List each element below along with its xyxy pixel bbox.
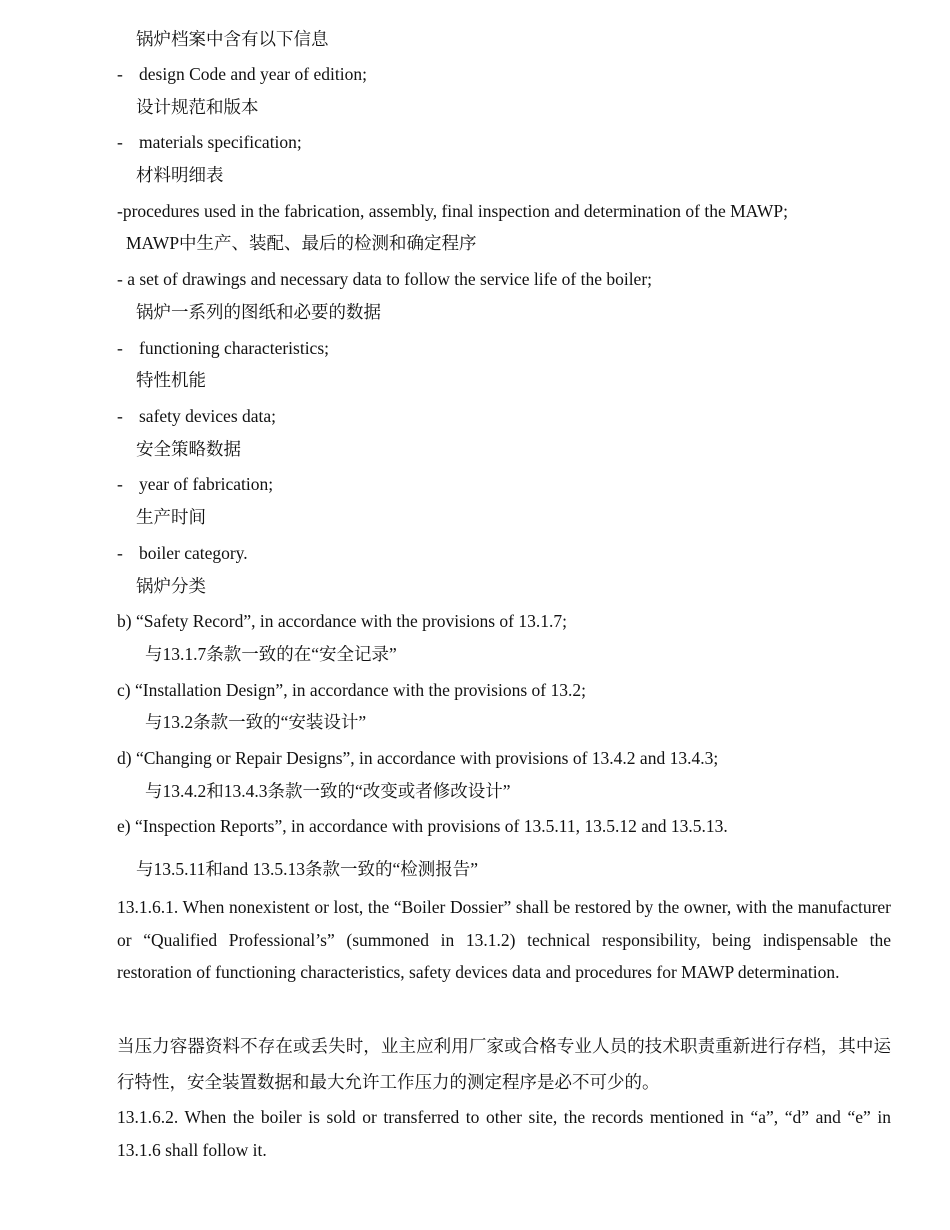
- list-item: - safety devices data;: [117, 406, 277, 426]
- list-item-zh: 设计规范和版本: [136, 97, 259, 117]
- list-item-zh: MAWP中生产、装配、最后的检测和确定程序: [126, 233, 477, 253]
- record-item-e: e) “Inspection Reports”, in accordance with provisions of 13.5.11, 13.5.12 and 13.5.13.: [117, 816, 728, 836]
- list-item: -procedures used in the fabrication, assembly, final inspection and determination of the MAWP;: [117, 201, 789, 221]
- section-13-1-6-1-zh: 当压力容器资料不存在或丢失时，业主应利用厂家或合格专业人员的技术职责重新进行存档，其中运行特性，安全装置数据和最大允许工作压力的测定程序是必不可少的。: [117, 1036, 891, 1092]
- list-item: - functioning characteristics;: [117, 338, 329, 358]
- list-item-zh: 生产时间: [136, 507, 206, 527]
- list-item-zh: 安全策略数据: [136, 439, 241, 459]
- section-13-1-6-2: 13.1.6.2. When the boiler is sold or transferred to other site, the records mentioned in “a”, “d” and “e” in 13.1.6 shall follow it.: [117, 1107, 891, 1160]
- list-item-zh: 材料明细表: [136, 165, 224, 185]
- list-item-zh: 锅炉分类: [136, 576, 206, 596]
- record-item-d: d) “Changing or Repair Designs”, in accordance with provisions of 13.4.2 and 13.4.3;: [117, 748, 719, 768]
- record-item-b: b) “Safety Record”, in accordance with the provisions of 13.1.7;: [117, 611, 568, 631]
- record-item-c: c) “Installation Design”, in accordance with the provisions of 13.2;: [117, 680, 586, 700]
- record-item-e-zh: 与13.5.11和and 13.5.13条款一致的“检测报告”: [136, 859, 479, 879]
- record-item-c-zh: 与13.2条款一致的“安装设计”: [145, 712, 367, 732]
- list-item: - materials specification;: [117, 132, 302, 152]
- list-item: - year of fabrication;: [117, 474, 274, 494]
- record-item-d-zh: 与13.4.2和13.4.3条款一致的“改变或者修改设计”: [145, 781, 511, 801]
- list-item: - design Code and year of edition;: [117, 64, 367, 84]
- intro-zh: 锅炉档案中含有以下信息: [136, 29, 329, 49]
- record-item-b-zh: 与13.1.7条款一致的在“安全记录”: [145, 644, 397, 664]
- section-13-1-6-1: 13.1.6.1. When nonexistent or lost, the “Boiler Dossier” shall be restored by the owner, with the manufacturer or “Qualified Professional’s” (summoned in 13.1.2) technical responsibility, being indispensable the restoration of functioning characteristics, safety devices data and procedures for MAWP determination.: [117, 897, 891, 982]
- list-item-zh: 特性机能: [136, 370, 206, 390]
- list-item: - a set of drawings and necessary data to follow the service life of the boiler;: [117, 269, 653, 289]
- list-item: - boiler category.: [117, 543, 248, 563]
- list-item-zh: 锅炉一系列的图纸和必要的数据: [136, 302, 381, 322]
